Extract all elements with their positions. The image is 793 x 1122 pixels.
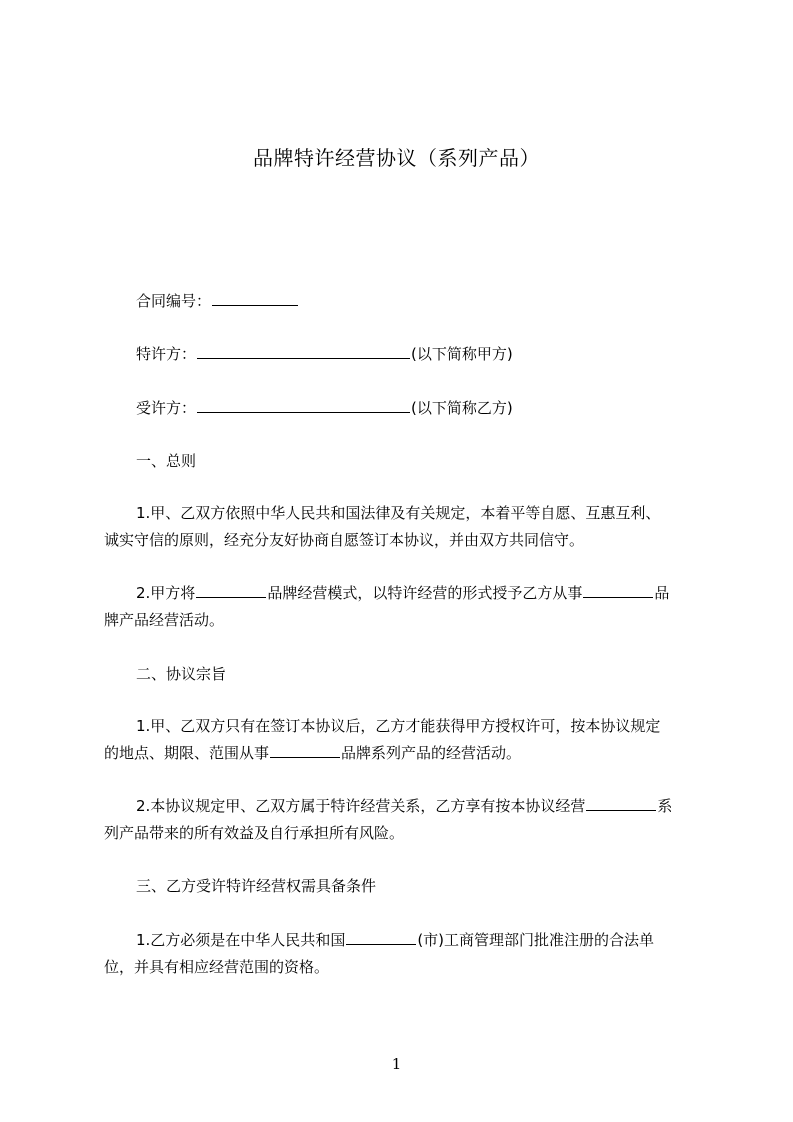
paragraph-line: 诚实守信的原则，经充分友好协商自愿签订本协议，并由双方共同信守。 <box>104 531 585 549</box>
text-run: 品牌经营模式，以特许经营的形式授予乙方从事 <box>267 584 583 602</box>
text-run: 品 <box>654 584 670 602</box>
franchisee-suffix: (以下简称乙方) <box>411 399 513 417</box>
section-heading-general: 一、总则 <box>136 452 197 470</box>
text-run: 1.乙方必须是在中华人民共和国 <box>136 931 346 949</box>
brand-blank-3[interactable] <box>270 743 340 758</box>
paragraph-2-1 <box>104 713 708 767</box>
text-run: 2.甲方将 <box>136 584 196 602</box>
contract-number-blank[interactable] <box>212 291 298 306</box>
paragraph-line <box>104 740 708 767</box>
text-run: 的地点、期限、范围从事 <box>104 744 270 762</box>
paragraph-line: 牌产品经营活动。 <box>104 611 225 629</box>
franchisor-suffix: (以下简称甲方) <box>411 345 513 363</box>
franchisor-label: 特许方： <box>136 345 197 363</box>
paragraph-line <box>104 580 708 607</box>
franchisee-blank[interactable] <box>197 398 410 413</box>
paragraph-line: 位，并具有相应经营范围的资格。 <box>104 958 330 976</box>
paragraph-3-1 <box>104 927 708 981</box>
section-heading-conditions: 三、乙方受许特许经营权需具备条件 <box>136 877 377 895</box>
contract-number-line <box>136 288 706 314</box>
city-blank[interactable] <box>346 930 416 945</box>
franchisor-line <box>136 341 706 367</box>
text-run: 2.本协议规定甲、乙双方属于特许经营关系，乙方享有按本协议经营 <box>136 797 586 815</box>
section-heading-purpose: 二、协议宗旨 <box>136 665 227 683</box>
contract-number-label: 合同编号： <box>136 292 212 310</box>
franchisee-label: 受许方： <box>136 399 197 417</box>
paragraph-1-1 <box>104 500 708 554</box>
paragraph-2-2 <box>104 793 708 847</box>
paragraph-line: 1.甲、乙双方依照中华人民共和国法律及有关规定，本着平等自愿、互惠互利、 <box>136 504 661 522</box>
document-title: 品牌特许经营协议（系列产品） <box>253 146 540 170</box>
brand-blank-4[interactable] <box>586 796 656 811</box>
brand-blank-2[interactable] <box>583 583 653 598</box>
franchisor-blank[interactable] <box>197 344 410 359</box>
paragraph-line <box>104 927 708 954</box>
paragraph-1-2 <box>104 580 708 634</box>
text-run: (市)工商管理部门批准注册的合法单 <box>417 931 655 949</box>
paragraph-line: 1.甲、乙双方只有在签订本协议后，乙方才能获得甲方授权许可，按本协议规定 <box>136 717 661 735</box>
page-number: 1 <box>391 1055 402 1073</box>
brand-blank[interactable] <box>196 583 266 598</box>
text-run: 品牌系列产品的经营活动。 <box>341 744 522 762</box>
text-run: 系 <box>657 797 673 815</box>
paragraph-line <box>104 793 708 820</box>
franchisee-line <box>136 395 706 421</box>
paragraph-line: 列产品带来的所有效益及自行承担所有风险。 <box>104 824 405 842</box>
